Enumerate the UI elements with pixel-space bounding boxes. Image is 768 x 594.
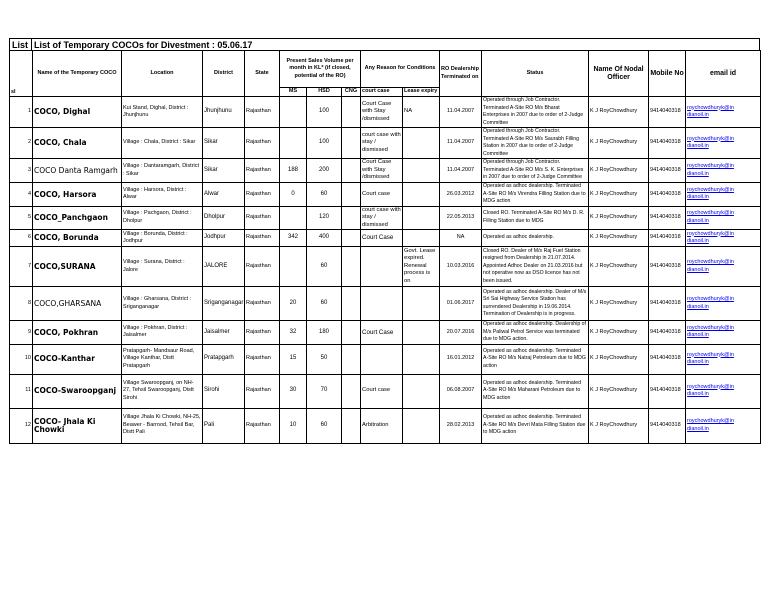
cell-mobile: 9414040318 (649, 183, 686, 207)
cell-officer: K J RoyChowdhury (589, 128, 649, 159)
header-status: Status (482, 51, 589, 97)
cell-status: Operated as adhoc dealership. Terminated A-Site RO M/s Maharani Petroleum due to MDG action (482, 374, 589, 408)
cell-location: Village : Surana, District : Jalore (122, 247, 203, 287)
cell-officer: K J RoyChowdhury (589, 159, 649, 183)
cell-mobile: 9414040318 (649, 206, 686, 230)
cell-name: COCO- Jhala Ki Chowki (33, 408, 122, 443)
cell-court-case: Arbitration (361, 408, 403, 443)
cell-location: Kui Stand, Dighal, District : Jhunjhunu (122, 97, 203, 128)
cell-state: Rajasthan (245, 97, 280, 128)
email-link[interactable] (686, 206, 761, 230)
email-line-1: roychowdhuryk@in (687, 230, 734, 237)
cell-state: Rajasthan (245, 408, 280, 443)
cell-sl: 10 (10, 344, 33, 374)
table-row (10, 183, 761, 207)
cell-status: Operated as adhoc dealership. Terminated A-Site RO M/s Virendra Filling Station due to MDG action (482, 183, 589, 207)
cell-court-case: court case with stay / dismissed (361, 128, 403, 159)
email-line-1: roychowdhuryk@in (687, 186, 734, 193)
cell-district: Jodhpur (203, 230, 245, 247)
table-row (10, 408, 761, 443)
cell-terminated: 20.07.2016 (440, 321, 482, 345)
cell-district: JALORE (203, 247, 245, 287)
email-link[interactable] (686, 374, 761, 408)
table-row (10, 128, 761, 159)
cell-lease-expiry (403, 128, 440, 159)
cell-hsd: 50 (307, 344, 342, 374)
header-court-case: court case (361, 88, 403, 97)
cell-court-case: Court Case (361, 230, 403, 247)
cell-mobile: 9414040318 (649, 287, 686, 321)
cell-ms: 15 (280, 344, 307, 374)
cell-status: Closed RO. Terminated A-Site RO M/s D. R. Filling Station due to MDG (482, 206, 589, 230)
cell-cng (342, 230, 361, 247)
email-line-1: roychowdhuryk@in (687, 163, 734, 169)
cell-sl: 4 (10, 183, 33, 207)
cell-lease-expiry (403, 159, 440, 183)
header-state: State (245, 51, 280, 97)
table-row (10, 321, 761, 345)
cell-mobile: 9414040318 (649, 230, 686, 247)
email-link[interactable] (686, 128, 761, 159)
cell-terminated: 28.02.2013 (440, 408, 482, 443)
email-line-1: roychowdhuryk@in (687, 351, 734, 358)
cell-hsd: 100 (307, 97, 342, 128)
cell-sl: 6 (10, 230, 33, 247)
cell-court-case: Court Case with Stay /dismissed (361, 97, 403, 128)
cell-lease-expiry (403, 344, 440, 374)
cell-lease-expiry (403, 230, 440, 247)
email-line-2: dianoil.in (687, 112, 709, 118)
header-cng: CNG (342, 88, 361, 97)
email-link[interactable] (686, 408, 761, 443)
cell-cng (342, 183, 361, 207)
cell-name: COCO, Harsora (33, 183, 122, 207)
cell-status: Operated as adhoc dealership. Dealership of M/s Paliwal Petrol Service was terminated due to MDG action. (482, 321, 589, 345)
cell-location: Village : Gharsana, District : Sriganganagar (122, 287, 203, 321)
cell-district: Sikar (203, 159, 245, 183)
cell-cng (342, 321, 361, 345)
cell-cng (342, 408, 361, 443)
cell-location: Village : Chala, District : Sikar (122, 128, 203, 159)
email-line-1: roychowdhuryk@in (687, 418, 734, 424)
cell-status: Operated as adhoc dealership. (482, 230, 589, 247)
table-row (10, 230, 761, 247)
cell-state: Rajasthan (245, 159, 280, 183)
email-line-1: roychowdhuryk@in (687, 383, 734, 390)
cell-sl: 8 (10, 287, 33, 321)
cell-sl: 1 (10, 97, 33, 128)
email-link[interactable] (686, 183, 761, 207)
cell-terminated: 16.01.2012 (440, 344, 482, 374)
email-link[interactable] (686, 344, 761, 374)
coco-table (9, 50, 761, 444)
cell-court-case (361, 287, 403, 321)
cell-cng (342, 344, 361, 374)
email-link[interactable] (686, 321, 761, 345)
cell-status: Operated as adhoc dealership. Terminated A-Site RO M/s Natraj Petroleum due to MDG action (482, 344, 589, 374)
cell-officer: K J RoyChowdhury (589, 287, 649, 321)
cell-sl: 2 (10, 128, 33, 159)
email-link[interactable] (686, 287, 761, 321)
table-row (10, 247, 761, 287)
header-sales: Present Sales Volume per month in KL* (if closed, potential of the RO) (280, 51, 361, 88)
cell-ms: 0 (280, 183, 307, 207)
cell-lease-expiry (403, 206, 440, 230)
cell-cng (342, 206, 361, 230)
header-location: Location (122, 51, 203, 97)
cell-ms: 30 (280, 374, 307, 408)
cell-sl: 11 (10, 374, 33, 408)
cell-lease-expiry: Govt. Lease expired. Renewal process is on (403, 247, 440, 287)
cell-hsd: 180 (307, 321, 342, 345)
email-line-1: roychowdhuryk@in (687, 259, 734, 265)
cell-terminated: 11.04.2007 (440, 97, 482, 128)
email-line-2: dianoil.in (687, 425, 709, 432)
cell-state: Rajasthan (245, 183, 280, 207)
cell-mobile: 9414040318 (649, 247, 686, 287)
cell-location: Village : Borunda, District : Jodhpur (122, 230, 203, 247)
cell-ms (280, 206, 307, 230)
cell-mobile: 9414040318 (649, 97, 686, 128)
cell-mobile: 9414040318 (649, 128, 686, 159)
email-line-2: dianoil.in (687, 359, 709, 365)
cell-hsd: 100 (307, 128, 342, 159)
cell-hsd: 400 (307, 230, 342, 247)
cell-court-case: Court case (361, 183, 403, 207)
cell-status: Operated through Job Contractor. Terminated A-Site RO M/s Saurabh Filling Station in 2007 due to order of 2-Judge Committee (482, 128, 589, 159)
cell-hsd: 70 (307, 374, 342, 408)
cell-officer: K J RoyChowdhury (589, 408, 649, 443)
cell-district: Dholpur (203, 206, 245, 230)
table-row (10, 97, 761, 128)
cell-hsd: 120 (307, 206, 342, 230)
header-sl: sl (10, 51, 33, 97)
header-ms: MS (280, 88, 307, 97)
cell-lease-expiry (403, 374, 440, 408)
email-line-2: dianoil.in (687, 238, 709, 244)
cell-ms (280, 128, 307, 159)
cell-ms: 188 (280, 159, 307, 183)
cell-state: Rajasthan (245, 247, 280, 287)
email-line-2: dianoil.in (687, 303, 709, 310)
cell-name: COCO, Chala (33, 128, 122, 159)
email-line-2: dianoil.in (687, 332, 709, 339)
cell-cng (342, 128, 361, 159)
cell-ms: 342 (280, 230, 307, 247)
cell-officer: K J RoyChowdhury (589, 374, 649, 408)
header-mobile: Mobile No (649, 51, 686, 97)
cell-district: Jhunjhunu (203, 97, 245, 128)
cell-state: Rajasthan (245, 344, 280, 374)
cell-district: Sikar (203, 128, 245, 159)
page-title: List of Temporary COCOs for Divestment : 05.06.17 (34, 40, 253, 50)
cell-officer: K J RoyChowdhury (589, 247, 649, 287)
cell-name: COCO,GHARSANA (33, 287, 122, 321)
cell-cng (342, 247, 361, 287)
cell-court-case: Court Case with Stay /dismissed (361, 159, 403, 183)
cell-status: Operated as adhoc dealership. Terminated A-Site RO M/s Devri Mata Filling Station due to MDG action (482, 408, 589, 443)
cell-district: Pratapgarh (203, 344, 245, 374)
cell-court-case (361, 344, 403, 374)
cell-hsd: 60 (307, 247, 342, 287)
cell-hsd: 200 (307, 159, 342, 183)
cell-district: Sriganganagar (203, 287, 245, 321)
cell-mobile: 9414040318 (649, 344, 686, 374)
cell-ms (280, 247, 307, 287)
table-row (10, 374, 761, 408)
cell-state: Rajasthan (245, 128, 280, 159)
cell-state: Rajasthan (245, 206, 280, 230)
cell-state: Rajasthan (245, 287, 280, 321)
cell-terminated: 22.05.2013 (440, 206, 482, 230)
cell-lease-expiry (403, 408, 440, 443)
email-line-2: dianoil.in (687, 217, 709, 224)
cell-ms (280, 97, 307, 128)
cell-lease-expiry (403, 287, 440, 321)
cell-terminated: 01.06.2017 (440, 287, 482, 321)
cell-location: Village : Pachgaon, District : Dholpur (122, 206, 203, 230)
table-row (10, 159, 761, 183)
cell-district: Jaisalmer (203, 321, 245, 345)
cell-status: Closed RO. Dealer of M/s Raj Fuel Station resigned from Dealership in 21.07.2014. Appointed Adhoc Dealer on 21.03.2016 but not operative now as DSO licence has not been issued. (482, 247, 589, 287)
email-line-1: roychowdhuryk@in (687, 324, 734, 331)
cell-cng (342, 97, 361, 128)
cell-cng (342, 287, 361, 321)
table-row (10, 206, 761, 230)
cell-terminated: 06.08.2007 (440, 374, 482, 408)
header-officer: Name Of Nodal Officer (589, 51, 649, 97)
header-district: District (203, 51, 245, 97)
cell-ms: 32 (280, 321, 307, 345)
cell-officer: K J RoyChowdhury (589, 206, 649, 230)
email-line-2: dianoil.in (687, 194, 709, 201)
cell-officer: K J RoyChowdhury (589, 344, 649, 374)
cell-location: Pratapgarh- Mandsaur Road, Village Kanthar, Distt Pratapgarh (122, 344, 203, 374)
header-reason: Any Reason for Conditions (361, 51, 440, 88)
list-label: List (12, 40, 29, 50)
cell-mobile: 9414040318 (649, 408, 686, 443)
cell-name: COCO, Borunda (33, 230, 122, 247)
cell-terminated: 11.04.2007 (440, 159, 482, 183)
email-line-1: roychowdhuryk@in (687, 135, 734, 142)
email-link[interactable] (686, 247, 761, 287)
table-row (10, 287, 761, 321)
email-line-2: dianoil.in (687, 170, 709, 177)
header-terminated: RO Dealership Terminated on (440, 51, 482, 97)
header-name: Name of the Temporary COCO (33, 51, 122, 97)
cell-lease-expiry (403, 183, 440, 207)
cell-officer: K J RoyChowdhury (589, 183, 649, 207)
cell-state: Rajasthan (245, 374, 280, 408)
cell-name: COCO,SURANA (33, 247, 122, 287)
cell-name: COCO-Swaroopganj (33, 374, 122, 408)
cell-lease-expiry (403, 321, 440, 345)
cell-sl: 12 (10, 408, 33, 443)
cell-state: Rajasthan (245, 321, 280, 345)
email-link[interactable] (686, 230, 761, 247)
cell-location: Village Swaroopganj, on NH-27, Tehsil Swaroopganj, Distt Sirohi (122, 374, 203, 408)
email-line-1: roychowdhuryk@in (687, 296, 734, 302)
cell-ms: 10 (280, 408, 307, 443)
cell-court-case (361, 247, 403, 287)
cell-district: Sirohi (203, 374, 245, 408)
email-line-1: roychowdhuryk@in (687, 104, 734, 111)
cell-terminated: NA (440, 230, 482, 247)
cell-cng (342, 159, 361, 183)
header-row (10, 51, 761, 88)
cell-name: COCO Danta Ramgarh (33, 159, 122, 183)
cell-officer: K J RoyChowdhury (589, 230, 649, 247)
cell-sl: 3 (10, 159, 33, 183)
cell-court-case: Court case (361, 374, 403, 408)
cell-terminated: 26.03.2012 (440, 183, 482, 207)
cell-sl: 5 (10, 206, 33, 230)
cell-status: Operated through Job Contractor. Terminated A-Site RO M/s S. K. Enterprises in 2007 due to order of 2-Judge Committee (482, 159, 589, 183)
cell-hsd: 60 (307, 183, 342, 207)
table-row (10, 344, 761, 374)
cell-terminated: 10.03.2016 (440, 247, 482, 287)
cell-status: Operated as adhoc dealership. Dealer of M/s Sri Sai Highway Service Station has surrendered Dealership in 19.06.2014. Termination of Dealership is in progress. (482, 287, 589, 321)
cell-district: Alwar (203, 183, 245, 207)
header-hsd: HSD (307, 88, 342, 97)
cell-ms: 20 (280, 287, 307, 321)
email-line-2: dianoil.in (687, 266, 709, 273)
cell-cng (342, 374, 361, 408)
cell-name: COCO, Pokhran (33, 321, 122, 345)
cell-sl: 9 (10, 321, 33, 345)
cell-name: COCO-Kanthar (33, 344, 122, 374)
cell-officer: K J RoyChowdhury (589, 97, 649, 128)
cell-mobile: 9414040318 (649, 159, 686, 183)
email-line-2: dianoil.in (687, 391, 709, 397)
email-line-2: dianoil.in (687, 143, 709, 149)
cell-court-case: court case with stay / dismissed (362, 206, 401, 228)
cell-hsd: 60 (307, 408, 342, 443)
cell-district: Pali (203, 408, 245, 443)
cell-name: COCO, Dighal (33, 97, 122, 128)
cell-sl: 7 (10, 247, 33, 287)
header-email: email id (686, 51, 761, 97)
cell-location: Village : Pokhran, District : Jaisalmer (122, 321, 203, 345)
cell-court-case: Court Case (361, 321, 403, 345)
cell-state: Rajasthan (245, 230, 280, 247)
cell-location: Village : Dantaramgarh, District : Sikar (122, 159, 203, 183)
cell-mobile: 9414040318 (649, 321, 686, 345)
cell-name: COCO_Panchgaon (33, 206, 122, 230)
cell-hsd: 60 (307, 287, 342, 321)
header-lease-expiry: Lease expiry (403, 88, 440, 97)
cell-status: Operated through Job Contractor. Terminated A-Site RO M/s Bharat Enterprises in 2007 due to order of 2-Judge Committee (482, 97, 589, 128)
cell-lease-expiry: NA (403, 97, 440, 128)
cell-location: Village Jhala Ki Chowki, NH-25, Beawer - Barrood, Tehsil Bar, Distt Pali (122, 408, 203, 443)
email-link[interactable] (686, 159, 761, 183)
cell-terminated: 11.04.2007 (440, 128, 482, 159)
cell-mobile: 9414040318 (649, 374, 686, 408)
email-line-1: roychowdhuryk@in (687, 210, 734, 217)
cell-officer: K J RoyChowdhury (589, 321, 649, 345)
cell-location: Village : Harsora, District : Alwar (122, 183, 203, 207)
email-link[interactable] (686, 97, 761, 128)
